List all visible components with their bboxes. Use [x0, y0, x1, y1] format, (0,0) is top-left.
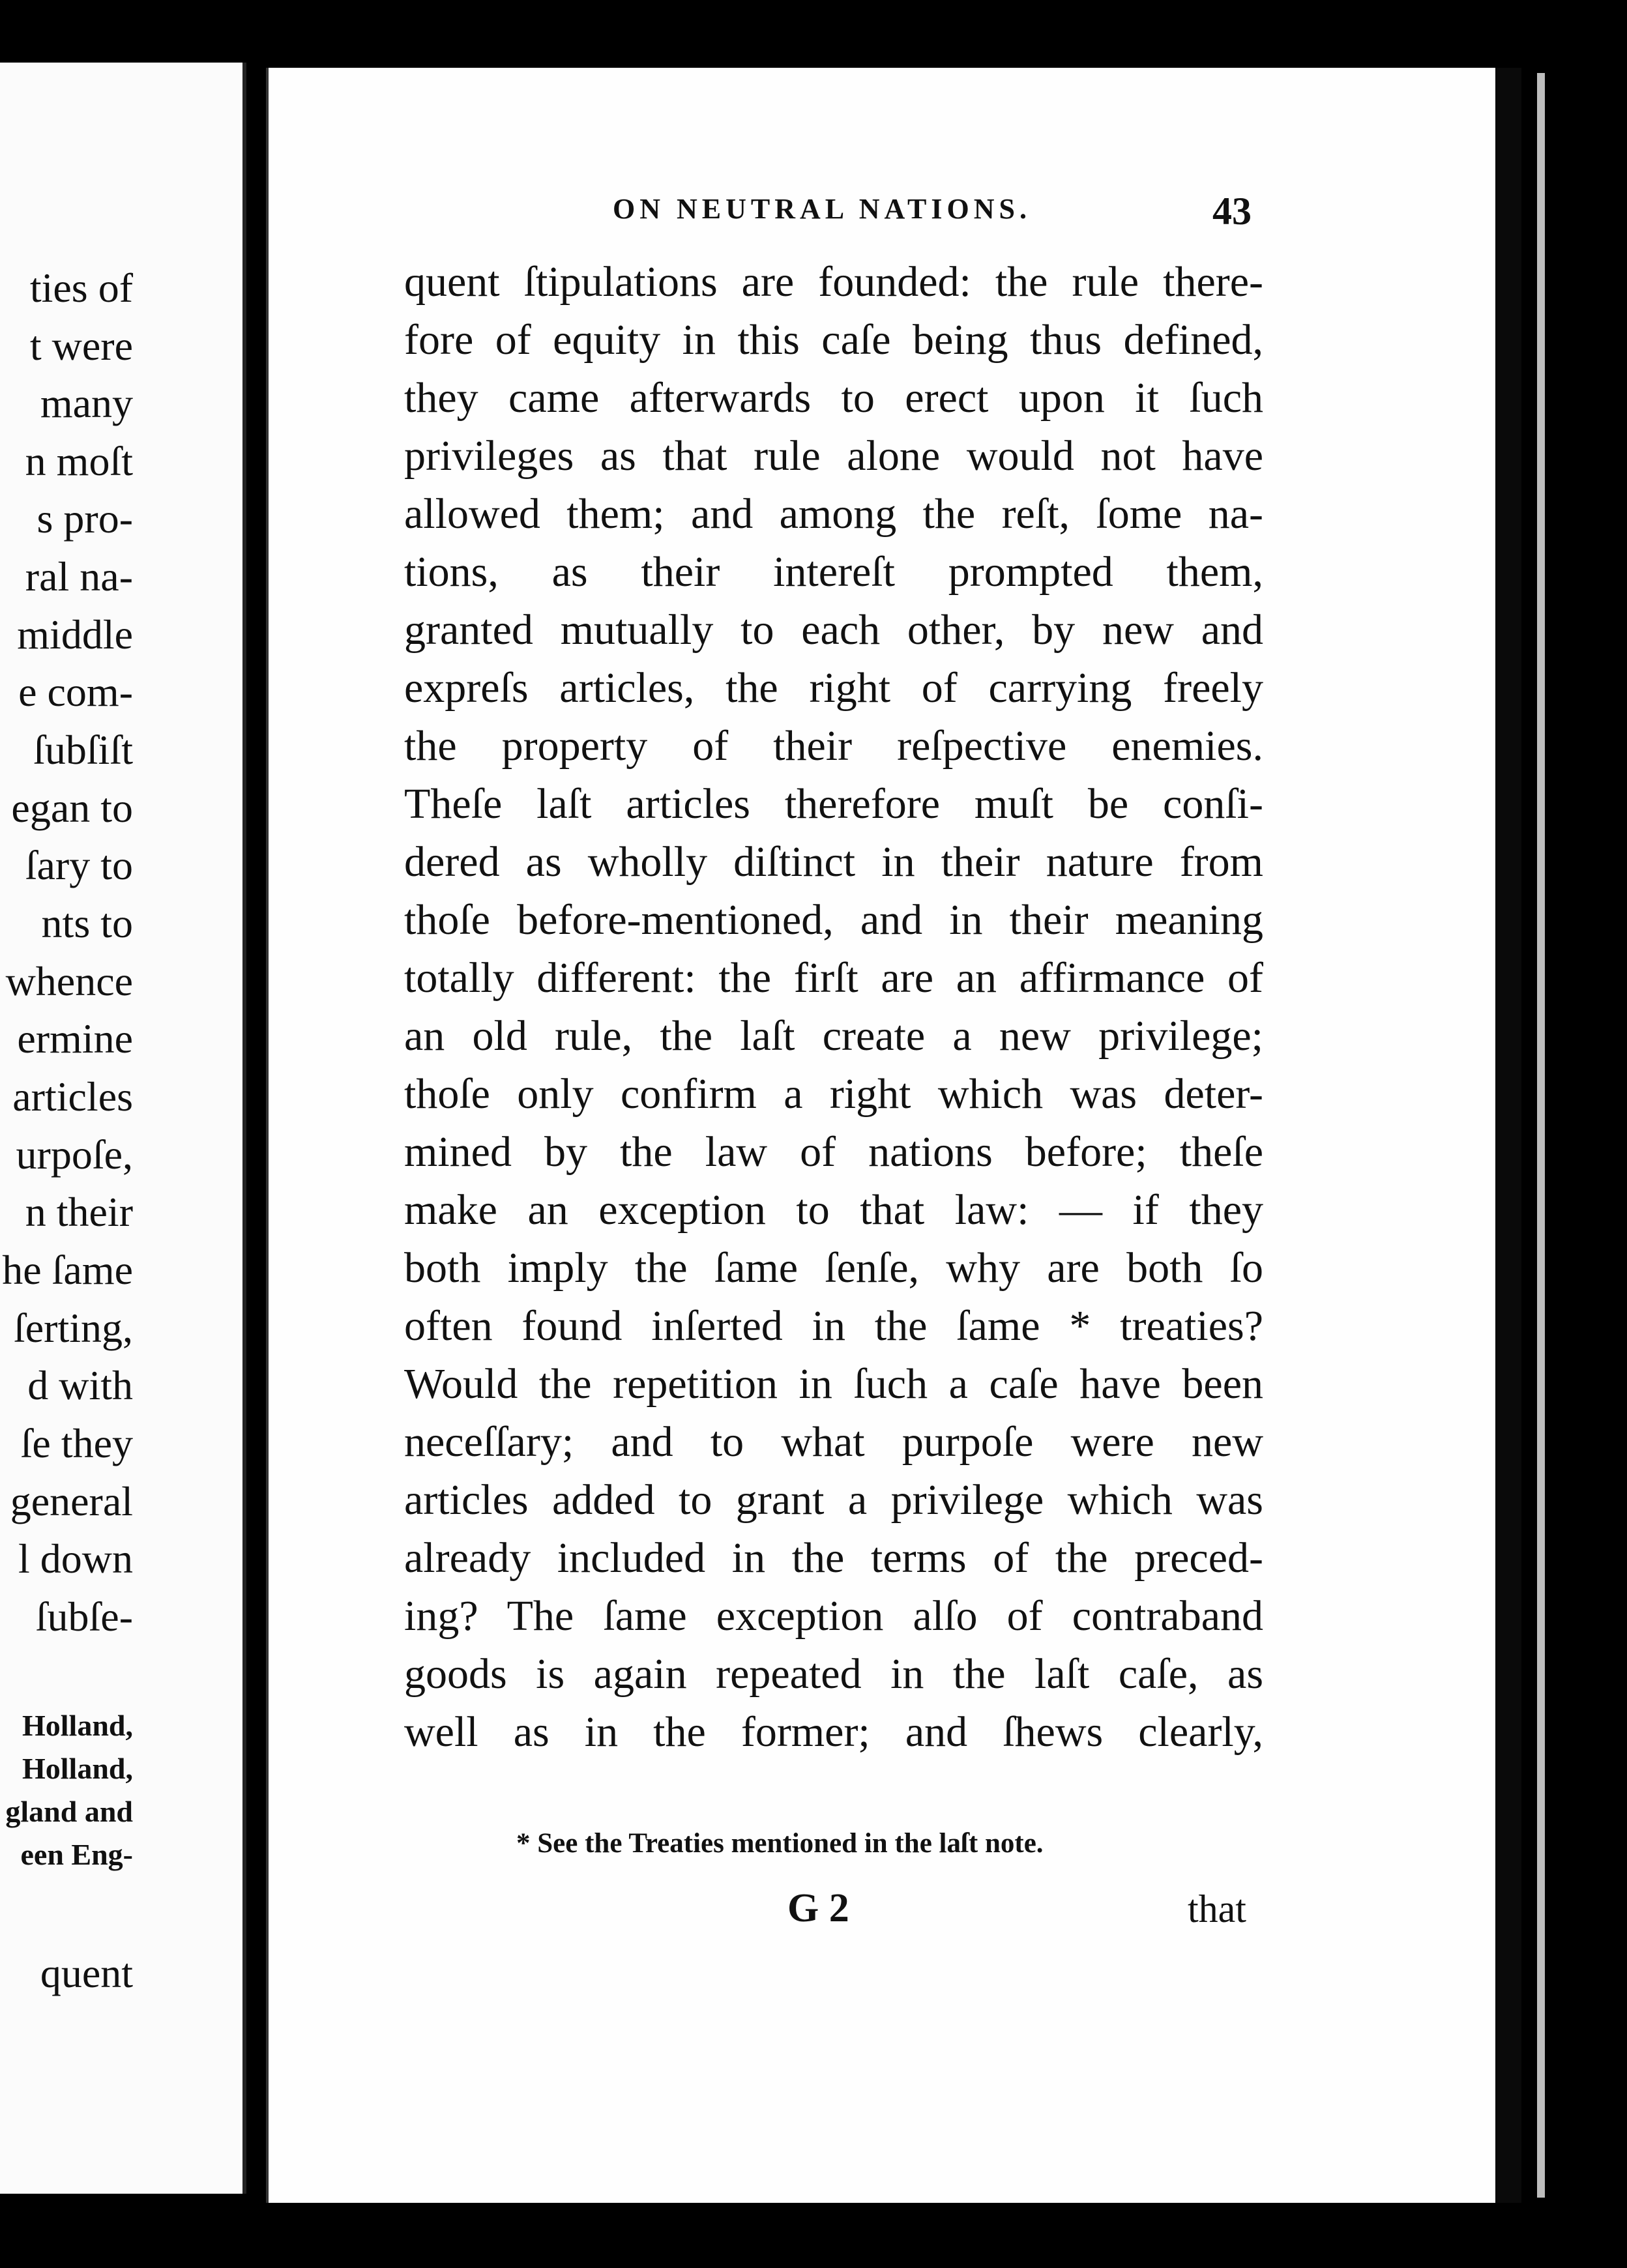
- body-line: totally different: the firſt are an affirmance of: [404, 954, 1263, 1002]
- body-line: expreſs articles, the right of carrying freely: [404, 664, 1263, 712]
- left-page-line: ſe they: [20, 1420, 133, 1466]
- left-page-line: ſary to: [25, 842, 133, 888]
- body-line: they came afterwards to erect upon it ſuch: [404, 374, 1263, 422]
- footnote: * See the Treaties mentioned in the laſt note.: [516, 1828, 1044, 1859]
- body-line: goods is again repeated in the laſt caſe, as: [404, 1650, 1263, 1698]
- left-page-footnote-line: Holland,: [22, 1709, 133, 1742]
- left-page-footnote-line: gland and: [5, 1795, 133, 1828]
- left-page-line: ral na-: [25, 553, 133, 600]
- body-line: privileges as that rule alone would not have: [404, 432, 1263, 480]
- body-line: thoſe before-mentioned, and in their meaning: [404, 896, 1263, 944]
- left-page-line: s pro-: [37, 495, 133, 542]
- left-page-line: general: [10, 1478, 133, 1524]
- left-page-line: nts to: [41, 900, 133, 946]
- catchword: that: [1188, 1887, 1246, 1930]
- left-page-line: middle: [17, 611, 133, 658]
- body-line: quent ſtipulations are founded: the rule there-: [404, 258, 1263, 306]
- body-line: an old rule, the laſt create a new privilege;: [404, 1012, 1263, 1060]
- page-edge-line: [1537, 73, 1545, 2198]
- body-line: granted mutually to each other, by new and: [404, 606, 1263, 654]
- body-line: mined by the law of nations before; theſe: [404, 1128, 1263, 1176]
- body-line: often found inſerted in the ſame * treaties?: [404, 1302, 1263, 1350]
- body-line: fore of equity in this caſe being thus defined,: [404, 316, 1263, 364]
- body-line: dered as wholly diſtinct in their nature from: [404, 838, 1263, 886]
- signature-mark: G 2: [787, 1886, 849, 1930]
- body-line: Theſe laſt articles therefore muſt be conſi-: [404, 780, 1263, 828]
- body-line: make an exception to that law: — if they: [404, 1186, 1263, 1234]
- body-line: the property of their reſpective enemies.: [404, 722, 1263, 770]
- left-page-line: d with: [27, 1362, 133, 1408]
- left-page-line: egan to: [11, 785, 133, 831]
- page-number: 43: [1212, 190, 1252, 233]
- left-page-line: n moſt: [25, 438, 133, 484]
- left-page-line: e com-: [18, 669, 133, 715]
- left-page-line: ermine: [17, 1015, 133, 1062]
- left-page-line: ties of: [29, 265, 133, 311]
- left-page-line: ſerting,: [13, 1305, 133, 1351]
- left-page-line: n their: [25, 1189, 133, 1235]
- left-page-line: articles: [12, 1073, 133, 1120]
- left-page-line: l down: [18, 1535, 133, 1582]
- left-page-catchword: quent: [40, 1950, 133, 1996]
- body-line: thoſe only confirm a right which was deter-: [404, 1070, 1263, 1118]
- body-line: neceſſary; and to what purpoſe were new: [404, 1418, 1263, 1466]
- left-page-line: many: [40, 380, 133, 426]
- body-line: ing? The ſame exception alſo of contraband: [404, 1592, 1263, 1640]
- body-line: allowed them; and among the reſt, ſome na-: [404, 490, 1263, 538]
- body-line: Would the repetition in ſuch a caſe have been: [404, 1360, 1263, 1408]
- left-page-line: he ſame: [2, 1247, 133, 1293]
- left-page-line: ſubſe-: [35, 1593, 133, 1640]
- body-line: articles added to grant a privilege which was: [404, 1476, 1263, 1524]
- body-line: well as in the former; and ſhews clearly,: [404, 1708, 1263, 1756]
- running-head: ON NEUTRAL NATIONS.: [613, 193, 1031, 225]
- body-line: already included in the terms of the preced-: [404, 1534, 1263, 1582]
- left-page-line: t were: [29, 323, 133, 369]
- left-page-line: whence: [5, 958, 133, 1004]
- left-page-line: ſubſiſt: [33, 727, 133, 773]
- left-page-footnote-line: een Eng-: [20, 1838, 133, 1871]
- book-gutter: [246, 63, 267, 2194]
- left-page-line: urpoſe,: [16, 1131, 133, 1178]
- left-page-footnote-line: Holland,: [22, 1752, 133, 1785]
- body-line: tions, as their intereſt prompted them,: [404, 548, 1263, 596]
- left-page-fragment: [0, 63, 246, 2194]
- body-line: both imply the ſame ſenſe, why are both ſo: [404, 1244, 1263, 1292]
- page-edge-shadow: [1495, 68, 1521, 2203]
